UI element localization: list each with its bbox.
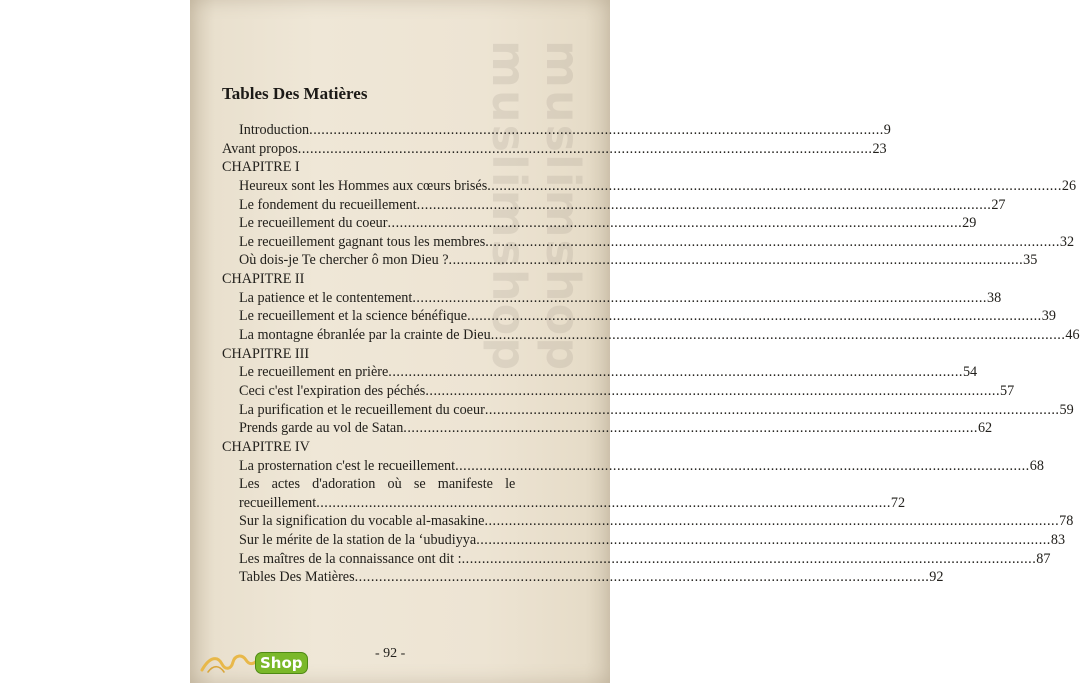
dot-leader: [491, 326, 1066, 345]
toc-entry-line: Les actes d'adoration où se manifeste le: [239, 476, 516, 493]
toc-entry: [222, 550, 1051, 569]
toc-entry-page: 9: [883, 122, 891, 138]
toc-entry-page: 27: [991, 196, 1006, 213]
toc-entry-title: Les maîtres de la connaissance ont dit :: [239, 550, 462, 567]
toc-entry-title: Avant propos: [222, 140, 298, 157]
toc-entry-page: 57: [1000, 382, 1015, 399]
toc-entry: [222, 494, 906, 513]
toc-entry-title: Prends garde au vol de Satan: [239, 420, 404, 437]
toc-entry-page: 78: [1059, 513, 1074, 530]
dot-leader: [309, 121, 884, 140]
toc-entry-title: La patience et le contentement: [239, 289, 413, 306]
toc-entry-title: Où dois-je Te chercher ô mon Dieu ?: [239, 252, 449, 269]
dot-leader: [476, 531, 1051, 550]
toc-entry: [222, 419, 993, 438]
toc-entry: [222, 214, 977, 233]
toc-entry: [222, 568, 944, 587]
toc-entry-page: 68: [1029, 457, 1044, 474]
dot-leader: [425, 382, 1000, 401]
shop-logo: [200, 648, 307, 678]
toc-entry: [222, 363, 978, 382]
page-number: - 92 -: [375, 646, 406, 661]
dot-leader: [316, 494, 891, 513]
toc-entry-page: 32: [1059, 233, 1075, 250]
toc-entry: [222, 140, 887, 159]
toc-entry-title: Ceci c'est l'expiration des péchés: [239, 382, 426, 399]
dot-leader: [355, 568, 930, 587]
toc-entry: [222, 512, 1074, 531]
toc-entry: [222, 251, 1038, 270]
swirl-ornament-icon: [200, 650, 262, 676]
toc-entry: [222, 177, 1077, 196]
toc-entry-page: 46: [1065, 327, 1080, 344]
shop-logo-label: Shop: [256, 653, 307, 673]
toc-entry-page: 26: [1061, 177, 1077, 194]
dot-leader: [485, 233, 1060, 252]
toc-entry-title: La prosternation c'est le recueillement: [239, 457, 456, 474]
dot-leader: [487, 177, 1062, 196]
toc-entry: [222, 457, 1044, 476]
toc-entry-page: 92: [929, 569, 944, 586]
toc-entry-page: 72: [890, 494, 906, 511]
toc-entry-page: 87: [1036, 550, 1051, 567]
toc-entry-page: 62: [977, 420, 993, 437]
toc-entry-title: Le recueillement gagnant tous les membres: [239, 233, 486, 250]
toc-entry-title: La purification et le recueillement du coeur: [239, 401, 485, 418]
toc-entry-page: 83: [1050, 532, 1066, 549]
dot-leader: [403, 419, 978, 438]
toc-entry: [222, 531, 1066, 550]
toc-entry: [222, 233, 1075, 252]
toc-entry-page: 29: [962, 215, 977, 232]
dot-leader: [388, 214, 963, 233]
toc-entry-page: 23: [872, 140, 887, 157]
toc-entry-title: Introduction: [239, 122, 310, 138]
dot-leader: [455, 457, 1030, 476]
page-title: Tables Des Matières: [222, 84, 368, 103]
toc-entry-title: Le recueillement du coeur: [239, 215, 388, 232]
toc-entry-title: recueillement: [239, 494, 317, 511]
toc-entry-title: Sur la signification du vocable al-masakine: [239, 513, 485, 530]
toc-entry-title: Tables Des Matières: [239, 569, 355, 586]
dot-leader: [484, 512, 1059, 531]
toc-entry: [222, 196, 1006, 215]
dot-leader: [388, 363, 963, 382]
toc-entry: [222, 307, 1056, 326]
toc-entry-page: 35: [1023, 252, 1038, 269]
toc-entry: [222, 326, 1080, 345]
dot-leader: [412, 289, 987, 308]
dot-leader: [298, 140, 873, 159]
toc-entry-title: Le recueillement en prière: [239, 364, 389, 381]
toc-entry-title: Le recueillement et la science bénéfique: [239, 308, 468, 325]
toc-entry: [222, 401, 1074, 420]
toc-entry: [222, 382, 1015, 401]
toc-entry-title: Le fondement du recueillement: [239, 196, 417, 213]
dot-leader: [467, 307, 1042, 326]
toc-entry-page: 39: [1041, 308, 1056, 325]
chapter-heading: CHAPITRE II: [222, 271, 305, 288]
toc-entry-title: Sur le mérite de la station de la ‘ubudiyya: [239, 532, 477, 549]
dot-leader: [485, 401, 1060, 420]
toc-entry: [222, 289, 1002, 308]
chapter-heading: CHAPITRE IV: [222, 438, 310, 455]
dot-leader: [449, 251, 1024, 270]
toc-entry-title: La montagne ébranlée par la crainte de Dieu: [239, 327, 491, 344]
watermark: muslimshop muslimshop: [482, 40, 590, 373]
dot-leader: [417, 196, 992, 215]
toc-entry: [222, 121, 891, 140]
toc-entry-page: 38: [986, 289, 1002, 306]
table-of-contents: [222, 121, 1080, 587]
chapter-heading: CHAPITRE I: [222, 159, 300, 176]
chapter-heading: CHAPITRE III: [222, 345, 310, 362]
toc-entry-page: 54: [962, 364, 978, 381]
dot-leader: [462, 550, 1037, 569]
toc-entry-title: Heureux sont les Hommes aux cœurs brisés: [239, 177, 488, 194]
toc-entry-page: 59: [1059, 401, 1074, 418]
